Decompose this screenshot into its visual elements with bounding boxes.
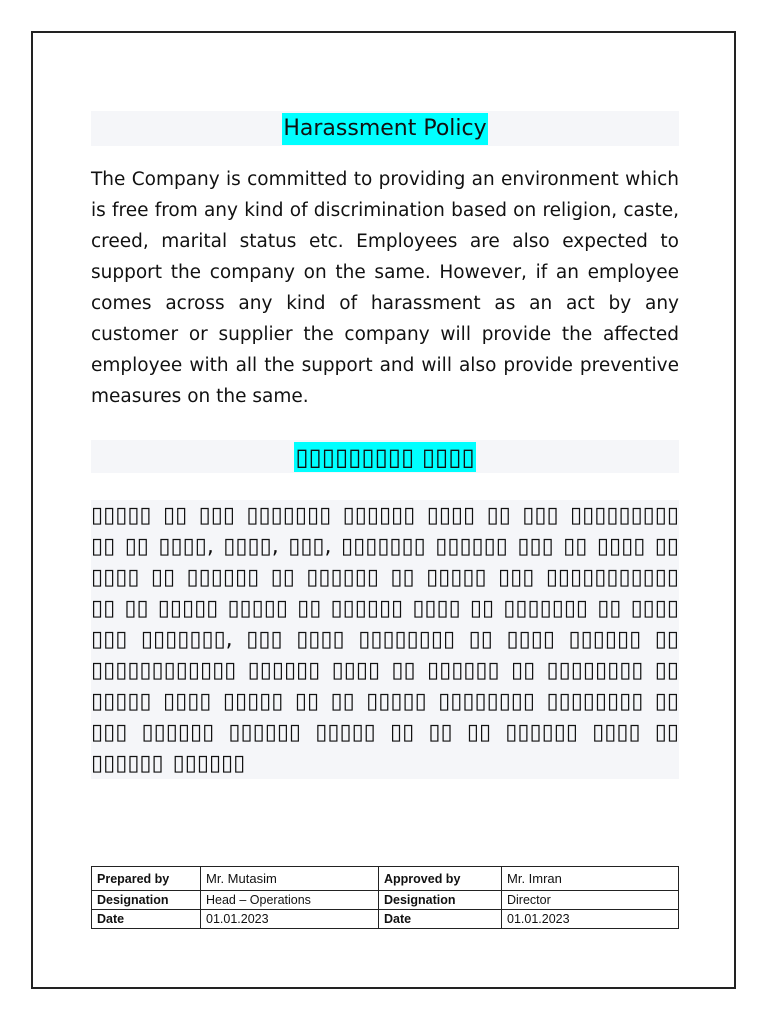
translated-body: ▯▯▯▯▯ ▯▯ ▯▯▯ ▯▯▯▯▯▯▯ ▯▯▯▯▯▯ ▯▯▯▯ ▯▯ ▯▯▯ ▯▯▯▯▯▯▯▯▯ ▯▯ ▯▯ ▯▯▯▯, ▯▯▯▯, ▯▯▯, ▯▯▯▯▯▯▯ ▯▯▯▯▯▯ ▯▯▯ ▯▯ ▯▯▯▯ ▯▯ ▯▯▯▯ ▯▯ ▯▯▯▯▯▯ ▯▯ ▯▯▯▯▯▯ ▯▯ ▯▯▯▯▯ ▯▯▯ ▯▯▯▯▯▯▯▯▯▯▯ ▯▯ ▯▯ ▯▯▯▯▯ ▯▯▯▯▯ ▯▯ ▯▯▯▯▯▯ ▯▯▯▯ ▯▯ ▯▯▯▯▯▯▯ ▯▯ ▯▯▯▯ ▯▯▯ ▯▯▯▯▯▯▯, ▯▯▯ ▯▯▯▯ ▯▯▯▯▯▯▯▯ ▯▯ ▯▯▯▯ ▯▯▯▯▯▯ ▯▯ ▯▯▯▯▯▯▯▯▯▯▯▯ ▯▯▯▯▯▯ ▯▯▯▯ ▯▯ ▯▯▯▯▯▯ ▯▯ ▯▯▯▯▯▯▯▯ ▯▯ ▯▯▯▯▯ ▯▯▯▯ ▯▯▯▯▯ ▯▯ ▯▯ ▯▯▯▯▯ ▯▯▯▯▯▯▯▯ ▯▯▯▯▯▯▯▯ ▯▯ ▯▯▯ ▯▯▯▯▯▯ ▯▯▯▯▯▯ ▯▯▯▯▯ ▯▯ ▯▯ ▯▯ ▯▯▯▯▯▯ ▯▯▯▯ ▯▯ ▯▯▯▯▯▯ ▯▯▯▯▯▯ (91, 503, 679, 776)
signoff-table (91, 866, 679, 929)
policy-content (91, 111, 679, 779)
approved-by-value: Mr. Imran (502, 867, 679, 891)
prepared-designation-label: Designation (92, 891, 201, 910)
approved-designation-value: Director (502, 891, 679, 910)
approved-by-label: Approved by (379, 867, 502, 891)
document-page (31, 31, 736, 989)
prepared-date-value: 01.01.2023 (201, 910, 379, 929)
approved-designation-label: Designation (379, 891, 502, 910)
signoff-row-names (92, 867, 679, 891)
approved-date-label: Date (379, 910, 502, 929)
prepared-by-label: Prepared by (92, 867, 201, 891)
prepared-date-label: Date (92, 910, 201, 929)
translated-body-band (91, 500, 679, 779)
english-title-band (91, 111, 679, 146)
prepared-designation-value: Head – Operations (201, 891, 379, 910)
approved-date-value: 01.01.2023 (502, 910, 679, 929)
english-body: The Company is committed to providing an environment which is free from any kind of discrimination based on religion, caste, creed, marital status etc. Employees are also expected to support the company on the same. However, if an employee comes across any kind of harassment as an act by any customer or supplier the company will provide the affected employee with all the support and will also provide preventive measures on the same. (91, 169, 679, 407)
translated-title-band (91, 440, 679, 473)
prepared-by-value: Mr. Mutasim (201, 867, 379, 891)
signoff-row-date (92, 910, 679, 929)
signoff-row-designation (92, 891, 679, 910)
english-title: Harassment Policy (282, 113, 487, 145)
translated-title: ▯▯▯▯▯▯▯▯▯ ▯▯▯▯ (295, 442, 475, 471)
